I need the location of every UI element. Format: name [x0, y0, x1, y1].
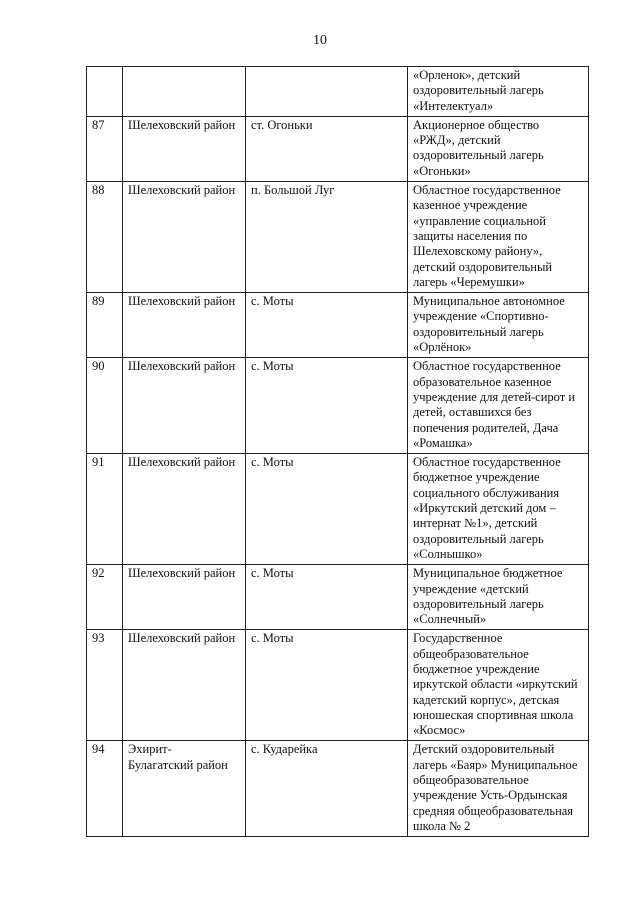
table-row: [87, 741, 589, 837]
locality-cell: п. Большой Луг: [246, 182, 408, 293]
institution-cell: Детский оздоровительный лагерь «Баяр» Муниципальное общеобразовательное учреждение Усть-Ордынская средняя общеобразовательная школа № 2: [408, 741, 589, 837]
institution-cell: Государственное общеобразовательное бюджетное учреждение иркутской области «иркутский кадетский корпус», детская юношеская спортивная школа «Космос»: [408, 630, 589, 741]
institution-cell: Областное государственное образовательное казенное учреждение для детей-сирот и детей, оставшихся без попечения родителей, Дача «Ромашка»: [408, 358, 589, 454]
locality-cell: с. Моты: [246, 454, 408, 565]
district-cell: [123, 67, 246, 117]
district-cell: Шелеховский район: [123, 630, 246, 741]
table-row: [87, 67, 589, 117]
table-row: [87, 293, 589, 358]
table-row: [87, 358, 589, 454]
row-number-cell: 89: [87, 293, 123, 358]
page-number: 10: [313, 33, 327, 48]
locality-cell: с. Кударейка: [246, 741, 408, 837]
row-number-cell: 91: [87, 454, 123, 565]
institution-cell: Муниципальное автономное учреждение «Спортивно- оздоровительный лагерь «Орлёнок»: [408, 293, 589, 358]
institution-cell: Муниципальное бюджетное учреждение «детский оздоровительный лагерь «Солнечный»: [408, 565, 589, 630]
table-row: [87, 116, 589, 181]
district-cell: Шелеховский район: [123, 358, 246, 454]
district-cell: Шелеховский район: [123, 116, 246, 181]
camps-table: [86, 66, 589, 837]
table-row: [87, 182, 589, 293]
row-number-cell: 87: [87, 116, 123, 181]
table-row: [87, 565, 589, 630]
row-number-cell: 94: [87, 741, 123, 837]
locality-cell: с. Моты: [246, 630, 408, 741]
row-number-cell: 90: [87, 358, 123, 454]
row-number-cell: [87, 67, 123, 117]
table-row: [87, 454, 589, 565]
institution-cell: Акционерное общество «РЖД», детский оздоровительный лагерь «Огоньки»: [408, 116, 589, 181]
institution-cell: «Орленок», детский оздоровительный лагерь «Интелектуал»: [408, 67, 589, 117]
district-cell: Шелеховский район: [123, 565, 246, 630]
district-cell: Шелеховский район: [123, 182, 246, 293]
locality-cell: с. Моты: [246, 565, 408, 630]
district-cell: Эхирит- Булагатский район: [123, 741, 246, 837]
row-number-cell: 92: [87, 565, 123, 630]
table-row: [87, 630, 589, 741]
institution-cell: Областное государственное бюджетное учреждение социального обслуживания «Иркутский детский дом – интернат №1», детский оздоровительный лагерь «Солнышко»: [408, 454, 589, 565]
locality-cell: [246, 67, 408, 117]
locality-cell: с. Моты: [246, 358, 408, 454]
row-number-cell: 93: [87, 630, 123, 741]
district-cell: Шелеховский район: [123, 454, 246, 565]
locality-cell: с. Моты: [246, 293, 408, 358]
district-cell: Шелеховский район: [123, 293, 246, 358]
institution-cell: Областное государственное казенное учреждение «управление социальной защиты населения по Шелеховскому району», детский оздоровительный лагерь «Черемушки»: [408, 182, 589, 293]
row-number-cell: 88: [87, 182, 123, 293]
locality-cell: ст. Огоньки: [246, 116, 408, 181]
